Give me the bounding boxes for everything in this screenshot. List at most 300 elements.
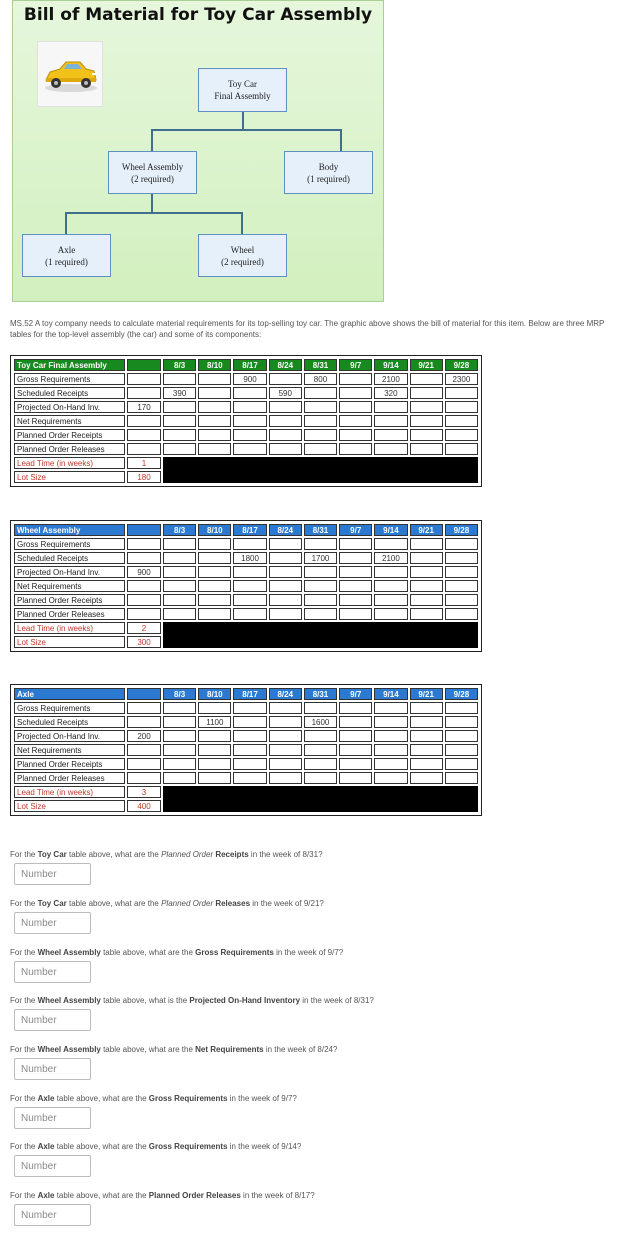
week-header: 9/7 bbox=[339, 688, 372, 700]
question-text-part: table above, what is the bbox=[100, 996, 190, 1005]
question-text-part: table above, what are the bbox=[66, 899, 162, 908]
table-cell bbox=[233, 387, 266, 399]
table-cell bbox=[304, 730, 337, 742]
table-row bbox=[14, 429, 478, 441]
node-sublabel: (1 required) bbox=[45, 256, 88, 267]
question bbox=[10, 1190, 622, 1226]
row-label: Projected On-Hand Inv. bbox=[14, 730, 125, 742]
table-cell bbox=[339, 744, 372, 756]
table-cell bbox=[233, 580, 266, 592]
table-cell bbox=[374, 730, 407, 742]
table-cell bbox=[374, 702, 407, 714]
table-cell bbox=[445, 443, 478, 455]
row-label: Planned Order Releases bbox=[14, 443, 125, 455]
table-cell bbox=[339, 702, 372, 714]
table-row bbox=[14, 443, 478, 455]
question bbox=[10, 947, 622, 983]
start-cell: 200 bbox=[127, 730, 161, 742]
question-text-part: Planned Order bbox=[161, 850, 214, 859]
table-cell bbox=[445, 594, 478, 606]
table-row bbox=[14, 716, 478, 728]
table-row bbox=[14, 608, 478, 620]
week-header: 9/21 bbox=[410, 524, 443, 536]
start-cell bbox=[127, 702, 161, 714]
table-cell bbox=[233, 538, 266, 550]
table-cell bbox=[339, 758, 372, 770]
question-text-part: For the bbox=[10, 850, 38, 859]
table-cell bbox=[445, 401, 478, 413]
question bbox=[10, 898, 622, 934]
table-cell bbox=[233, 716, 266, 728]
table-cell bbox=[304, 594, 337, 606]
table-cell bbox=[269, 580, 302, 592]
blackout-area bbox=[163, 457, 478, 483]
table-cell bbox=[374, 429, 407, 441]
mrp-grid bbox=[12, 686, 480, 814]
table-cell bbox=[410, 758, 443, 770]
table-cell bbox=[233, 415, 266, 427]
question-text-part: Axle bbox=[37, 1142, 55, 1151]
table-cell bbox=[374, 772, 407, 784]
question-text-part: Planned Order Releases bbox=[148, 1191, 241, 1200]
mrp-table-toy-car bbox=[10, 355, 482, 487]
table-cell bbox=[339, 772, 372, 784]
table-cell bbox=[445, 772, 478, 784]
table-cell bbox=[163, 401, 196, 413]
connector bbox=[242, 111, 244, 130]
table-row bbox=[14, 401, 478, 413]
connector bbox=[151, 129, 342, 131]
answer-input[interactable] bbox=[14, 1155, 91, 1177]
lead-time-label: Lead Time (in weeks) bbox=[14, 786, 125, 798]
start-cell bbox=[127, 387, 161, 399]
question-text-part: Planned Order bbox=[161, 899, 214, 908]
node-sublabel: Final Assembly bbox=[214, 91, 271, 101]
table-cell bbox=[163, 566, 196, 578]
table-cell bbox=[339, 730, 372, 742]
lot-size-value: 300 bbox=[127, 636, 161, 648]
row-label: Net Requirements bbox=[14, 580, 125, 592]
table-cell bbox=[163, 415, 196, 427]
week-header: 9/14 bbox=[374, 359, 407, 371]
question-text-part: Net Requirements bbox=[195, 1045, 264, 1054]
question-text-part: Wheel Assembly bbox=[37, 996, 101, 1005]
start-cell bbox=[127, 415, 161, 427]
table-cell bbox=[445, 702, 478, 714]
question-text-part: in the week of 8/24? bbox=[263, 1045, 338, 1054]
mrp-table-axle bbox=[10, 684, 482, 816]
table-cell bbox=[374, 443, 407, 455]
connector bbox=[151, 129, 153, 151]
table-cell bbox=[445, 429, 478, 441]
lot-size-label: Lot Size bbox=[14, 636, 125, 648]
week-header: 9/7 bbox=[339, 524, 372, 536]
question bbox=[10, 1044, 622, 1080]
table-cell bbox=[445, 580, 478, 592]
table-cell bbox=[198, 415, 231, 427]
lead-time-value: 3 bbox=[127, 786, 161, 798]
table-cell bbox=[374, 415, 407, 427]
table-cell bbox=[304, 415, 337, 427]
blackout-area bbox=[163, 622, 478, 648]
table-cell: 1600 bbox=[304, 716, 337, 728]
connector bbox=[65, 212, 243, 214]
table-cell bbox=[233, 401, 266, 413]
table-cell bbox=[163, 580, 196, 592]
table-cell bbox=[269, 744, 302, 756]
question-text-part: Receipts bbox=[213, 850, 249, 859]
question-text-part: Toy Car bbox=[37, 899, 67, 908]
table-cell bbox=[163, 552, 196, 564]
table-cell bbox=[269, 608, 302, 620]
header-blank bbox=[127, 359, 161, 371]
question-text-part: Axle bbox=[37, 1191, 55, 1200]
table-cell bbox=[233, 594, 266, 606]
question-text-part: in the week of 8/17? bbox=[240, 1191, 315, 1200]
question-text-part: table above, what are the bbox=[54, 1142, 149, 1151]
table-cell bbox=[269, 594, 302, 606]
table-cell bbox=[269, 373, 302, 385]
table-row bbox=[14, 415, 478, 427]
table-cell bbox=[163, 730, 196, 742]
table-row bbox=[14, 538, 478, 550]
question-text-part: For the bbox=[10, 899, 38, 908]
week-header: 9/14 bbox=[374, 688, 407, 700]
table-cell bbox=[233, 608, 266, 620]
table-cell bbox=[410, 387, 443, 399]
table-cell bbox=[304, 401, 337, 413]
row-label: Projected On-Hand Inv. bbox=[14, 566, 125, 578]
week-header: 9/7 bbox=[339, 359, 372, 371]
table-row bbox=[14, 702, 478, 714]
question-text-part: Axle bbox=[37, 1094, 55, 1103]
table-cell: 1700 bbox=[304, 552, 337, 564]
lot-size-value: 180 bbox=[127, 471, 161, 483]
table-cell bbox=[339, 443, 372, 455]
table-title: Axle bbox=[14, 688, 125, 700]
table-cell bbox=[163, 758, 196, 770]
week-header: 8/17 bbox=[233, 524, 266, 536]
table-row bbox=[14, 373, 478, 385]
table-row bbox=[14, 772, 478, 784]
table-cell bbox=[163, 429, 196, 441]
table-cell bbox=[269, 538, 302, 550]
table-cell bbox=[410, 730, 443, 742]
table-cell bbox=[410, 566, 443, 578]
connector bbox=[340, 129, 342, 151]
start-cell bbox=[127, 716, 161, 728]
node-sublabel: (1 required) bbox=[307, 173, 350, 184]
row-label: Planned Order Releases bbox=[14, 608, 125, 620]
table-cell bbox=[304, 429, 337, 441]
question-text-part: in the week of 9/21? bbox=[250, 899, 324, 908]
answer-input[interactable] bbox=[14, 1009, 91, 1031]
table-cell bbox=[163, 538, 196, 550]
week-header: 8/17 bbox=[233, 359, 266, 371]
row-label: Net Requirements bbox=[14, 415, 125, 427]
table-cell bbox=[445, 744, 478, 756]
table-cell bbox=[410, 594, 443, 606]
blackout-area bbox=[163, 786, 478, 812]
header-row bbox=[14, 524, 478, 536]
start-cell bbox=[127, 538, 161, 550]
node-body bbox=[284, 151, 373, 194]
table-cell bbox=[198, 702, 231, 714]
table-cell bbox=[445, 730, 478, 742]
question-text-part: Projected On-Hand Inventory bbox=[189, 996, 301, 1005]
table-cell bbox=[198, 758, 231, 770]
table-cell: 590 bbox=[269, 387, 302, 399]
table-cell bbox=[410, 744, 443, 756]
table-cell bbox=[304, 702, 337, 714]
table-cell bbox=[374, 594, 407, 606]
header-blank bbox=[127, 524, 161, 536]
question-text-part: table above, what are the bbox=[66, 850, 162, 859]
table-cell bbox=[233, 772, 266, 784]
table-cell bbox=[445, 415, 478, 427]
lot-size-label: Lot Size bbox=[14, 471, 125, 483]
table-cell bbox=[198, 552, 231, 564]
question-text-part: in the week of 9/7? bbox=[227, 1094, 297, 1103]
connector bbox=[65, 212, 67, 235]
table-cell bbox=[374, 744, 407, 756]
row-label: Planned Order Receipts bbox=[14, 594, 125, 606]
table-cell bbox=[269, 716, 302, 728]
table-cell bbox=[339, 580, 372, 592]
question-text-part: Gross Requirements bbox=[148, 1094, 228, 1103]
table-cell bbox=[198, 538, 231, 550]
header-row bbox=[14, 359, 478, 371]
table-cell bbox=[198, 594, 231, 606]
table-cell bbox=[304, 538, 337, 550]
table-row bbox=[14, 758, 478, 770]
answer-input[interactable] bbox=[14, 1204, 91, 1226]
header-blank bbox=[127, 688, 161, 700]
question-text-part: Wheel Assembly bbox=[37, 948, 101, 957]
question-text bbox=[10, 898, 622, 909]
table-cell bbox=[374, 538, 407, 550]
table-cell bbox=[163, 702, 196, 714]
row-label: Scheduled Receipts bbox=[14, 552, 125, 564]
week-header: 8/10 bbox=[198, 524, 231, 536]
table-cell bbox=[198, 401, 231, 413]
week-header: 8/31 bbox=[304, 359, 337, 371]
bom-title: Bill of Material for Toy Car Assembly bbox=[23, 5, 373, 25]
problem-statement: MS.52 A toy company needs to calculate material requirements for its top-selling toy car. The graphic above shows the bill of material for this item. Below are three MRP tables for the top-level assembly (the car) and some of its components: bbox=[10, 319, 605, 339]
mrp-table-wheel-assembly bbox=[10, 520, 482, 652]
node-label: Body bbox=[318, 161, 339, 172]
question-text-part: in the week of 8/31? bbox=[300, 996, 374, 1005]
table-cell bbox=[304, 387, 337, 399]
question-text bbox=[10, 1141, 622, 1152]
table-cell bbox=[233, 744, 266, 756]
row-label: Planned Order Receipts bbox=[14, 758, 125, 770]
table-cell bbox=[410, 772, 443, 784]
week-header: 8/24 bbox=[269, 688, 302, 700]
question-text bbox=[10, 849, 622, 860]
answer-input[interactable] bbox=[14, 912, 91, 934]
answer-input[interactable] bbox=[14, 961, 91, 983]
question-text bbox=[10, 1044, 622, 1055]
start-cell bbox=[127, 758, 161, 770]
table-cell bbox=[339, 552, 372, 564]
question bbox=[10, 849, 622, 885]
question-text bbox=[10, 1190, 622, 1201]
table-cell bbox=[374, 566, 407, 578]
question-text-part: in the week of 9/7? bbox=[273, 948, 344, 957]
table-cell bbox=[339, 538, 372, 550]
table-cell bbox=[410, 538, 443, 550]
table-cell bbox=[339, 429, 372, 441]
node-toy-car bbox=[198, 68, 287, 112]
question-text-part: For the bbox=[10, 1191, 38, 1200]
table-row bbox=[14, 387, 478, 399]
table-cell bbox=[339, 401, 372, 413]
table-cell bbox=[269, 772, 302, 784]
table-cell bbox=[304, 758, 337, 770]
question bbox=[10, 1093, 622, 1129]
table-cell bbox=[163, 608, 196, 620]
question-text-part: in the week of 9/14? bbox=[227, 1142, 302, 1151]
table-cell bbox=[339, 373, 372, 385]
row-label: Planned Order Releases bbox=[14, 772, 125, 784]
row-label: Scheduled Receipts bbox=[14, 716, 125, 728]
table-cell bbox=[374, 401, 407, 413]
start-cell bbox=[127, 608, 161, 620]
table-cell bbox=[198, 429, 231, 441]
table-cell bbox=[339, 716, 372, 728]
table-cell bbox=[198, 443, 231, 455]
table-cell bbox=[339, 387, 372, 399]
table-cell bbox=[233, 429, 266, 441]
table-cell bbox=[445, 716, 478, 728]
table-cell bbox=[304, 608, 337, 620]
row-label: Gross Requirements bbox=[14, 373, 125, 385]
table-cell bbox=[410, 443, 443, 455]
table-cell bbox=[269, 758, 302, 770]
week-header: 9/14 bbox=[374, 524, 407, 536]
start-cell bbox=[127, 744, 161, 756]
row-label: Projected On-Hand Inv. bbox=[14, 401, 125, 413]
table-cell bbox=[339, 415, 372, 427]
question-text-part: Releases bbox=[213, 899, 251, 908]
question-text-part: For the bbox=[10, 1045, 38, 1054]
week-header: 9/28 bbox=[445, 359, 478, 371]
week-header: 8/3 bbox=[163, 524, 196, 536]
week-header: 9/21 bbox=[410, 688, 443, 700]
week-header: 8/10 bbox=[198, 688, 231, 700]
table-cell: 1100 bbox=[198, 716, 231, 728]
question-text-part: table above, what are the bbox=[54, 1094, 149, 1103]
start-cell bbox=[127, 552, 161, 564]
table-cell bbox=[198, 772, 231, 784]
table-cell bbox=[304, 566, 337, 578]
question bbox=[10, 995, 622, 1031]
week-header: 8/3 bbox=[163, 359, 196, 371]
node-label: Wheel Assembly bbox=[121, 161, 184, 172]
lead-time-label: Lead Time (in weeks) bbox=[14, 457, 125, 469]
table-cell: 320 bbox=[374, 387, 407, 399]
question-text-part: For the bbox=[10, 1094, 38, 1103]
table-cell bbox=[410, 608, 443, 620]
table-cell bbox=[198, 566, 231, 578]
node-wheel-assembly bbox=[108, 151, 197, 194]
week-header: 8/10 bbox=[198, 359, 231, 371]
table-cell bbox=[304, 744, 337, 756]
table-row bbox=[14, 566, 478, 578]
start-cell bbox=[127, 594, 161, 606]
node-label: Axle bbox=[57, 244, 76, 255]
table-cell bbox=[445, 538, 478, 550]
table-cell bbox=[163, 716, 196, 728]
table-cell bbox=[410, 580, 443, 592]
table-cell bbox=[233, 443, 266, 455]
table-cell bbox=[269, 429, 302, 441]
table-cell bbox=[410, 373, 443, 385]
table-cell bbox=[445, 608, 478, 620]
question bbox=[10, 1141, 622, 1177]
table-cell bbox=[339, 608, 372, 620]
question-text-part: For the bbox=[10, 996, 38, 1005]
table-cell bbox=[233, 566, 266, 578]
answer-input[interactable] bbox=[14, 1058, 91, 1080]
table-cell: 390 bbox=[163, 387, 196, 399]
question-text-part: Wheel Assembly bbox=[37, 1045, 101, 1054]
lead-time-label: Lead Time (in weeks) bbox=[14, 622, 125, 634]
table-cell bbox=[269, 401, 302, 413]
week-header: 8/24 bbox=[269, 359, 302, 371]
node-wheel bbox=[198, 234, 287, 277]
row-label: Gross Requirements bbox=[14, 702, 125, 714]
table-row bbox=[14, 552, 478, 564]
start-cell bbox=[127, 443, 161, 455]
lead-time-row bbox=[14, 786, 478, 798]
table-cell bbox=[233, 702, 266, 714]
table-cell bbox=[198, 580, 231, 592]
question-text-part: Gross Requirements bbox=[148, 1142, 228, 1151]
table-cell bbox=[163, 594, 196, 606]
table-cell bbox=[163, 744, 196, 756]
table-cell: 1800 bbox=[233, 552, 266, 564]
node-axle bbox=[22, 234, 111, 277]
table-row bbox=[14, 594, 478, 606]
answer-input[interactable] bbox=[14, 1107, 91, 1129]
question-text-part: table above, what are the bbox=[100, 948, 196, 957]
connector bbox=[241, 212, 243, 235]
table-cell bbox=[233, 758, 266, 770]
start-cell bbox=[127, 772, 161, 784]
table-cell bbox=[410, 429, 443, 441]
question-text bbox=[10, 1093, 622, 1104]
table-cell: 800 bbox=[304, 373, 337, 385]
table-cell bbox=[269, 415, 302, 427]
table-cell bbox=[198, 608, 231, 620]
table-cell bbox=[410, 552, 443, 564]
question-text-part: For the bbox=[10, 948, 38, 957]
table-title: Toy Car Final Assembly bbox=[14, 359, 125, 371]
question-text bbox=[10, 947, 622, 958]
row-label: Scheduled Receipts bbox=[14, 387, 125, 399]
question-text-part: in the week of 8/31? bbox=[248, 850, 323, 859]
table-cell bbox=[269, 443, 302, 455]
answer-input[interactable] bbox=[14, 863, 91, 885]
table-title: Wheel Assembly bbox=[14, 524, 125, 536]
table-cell bbox=[410, 401, 443, 413]
table-cell bbox=[445, 758, 478, 770]
table-cell bbox=[233, 730, 266, 742]
node-sublabel: (2 required) bbox=[131, 173, 174, 184]
lot-size-label: Lot Size bbox=[14, 800, 125, 812]
